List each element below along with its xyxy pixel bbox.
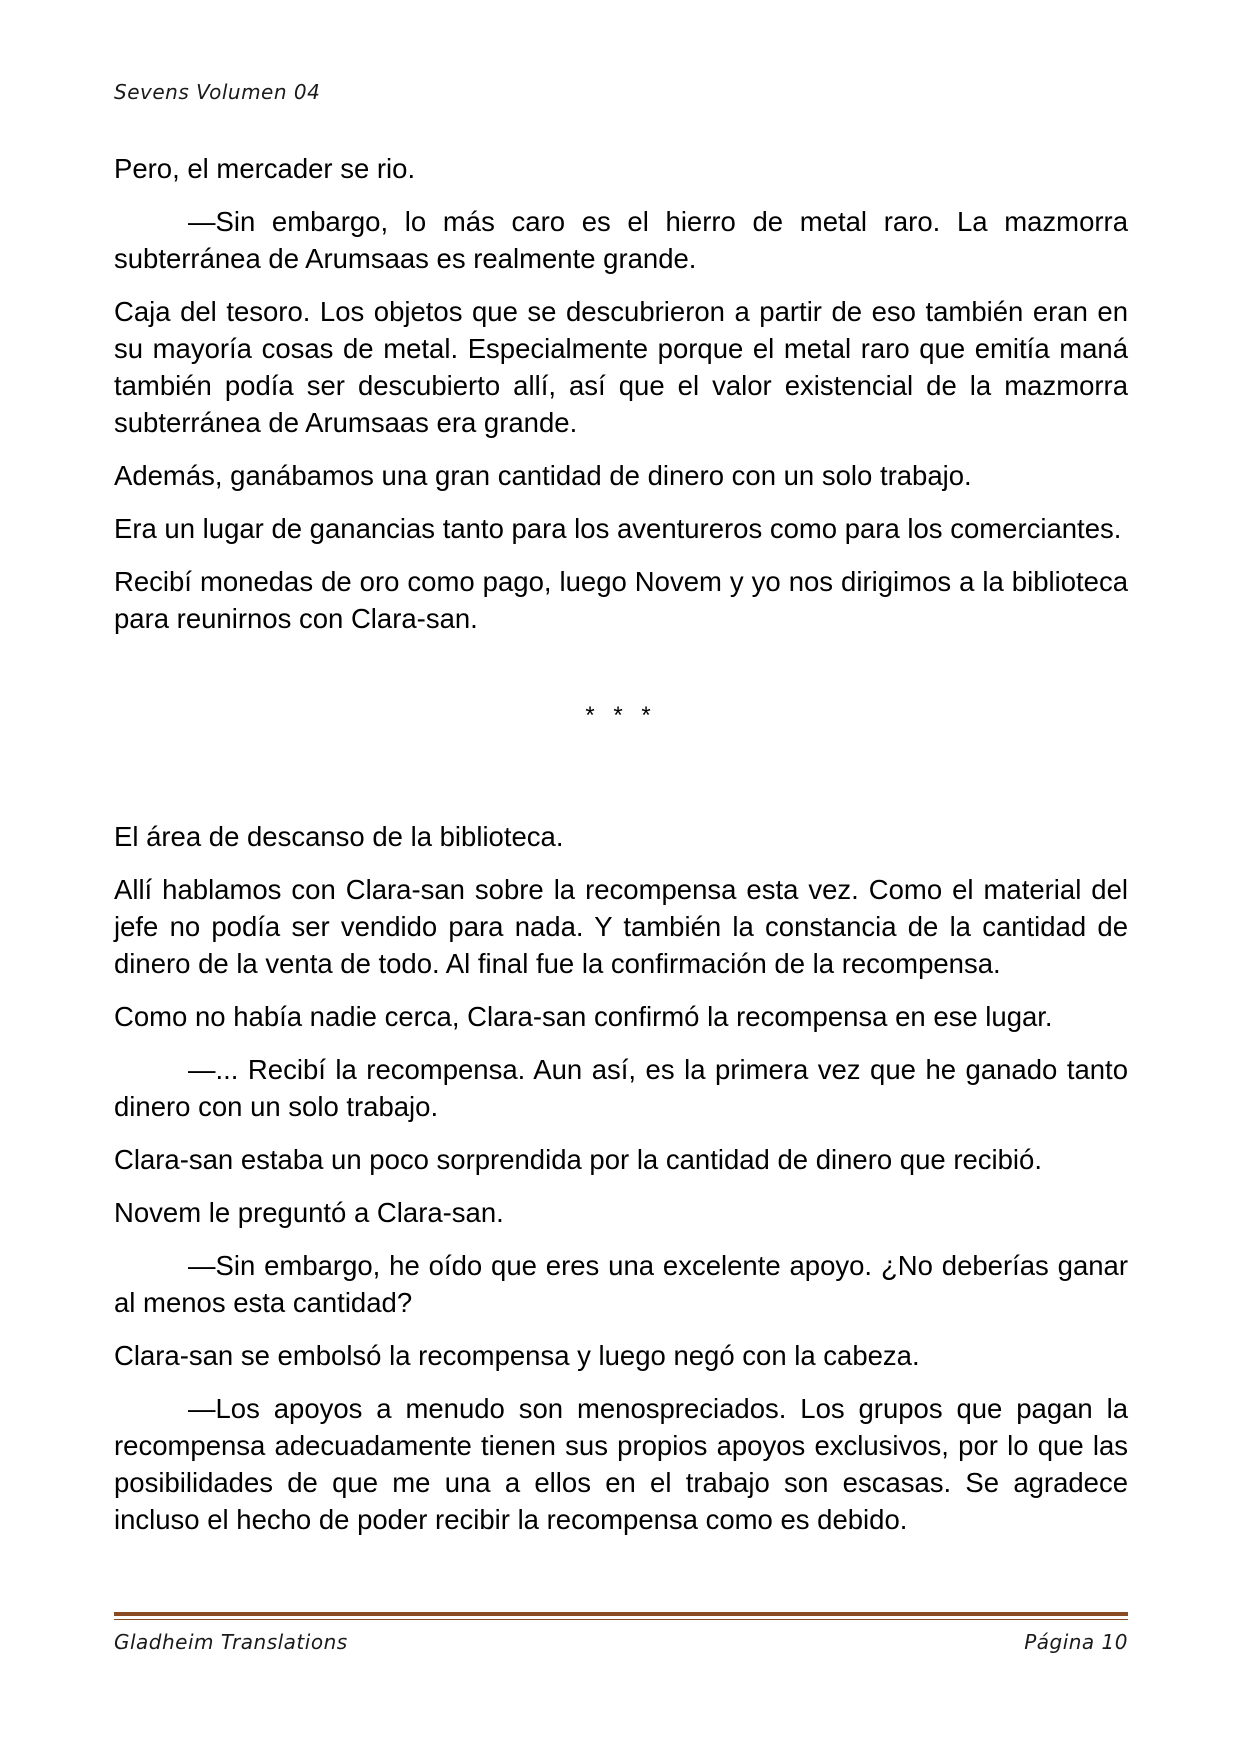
dialog-paragraph: —Sin embargo, he oído que eres una excelente apoyo. ¿No deberías ganar al menos esta cantidad? — [114, 1250, 1128, 1318]
footer-rule — [114, 1612, 1128, 1616]
running-header: Sevens Volumen 04 — [114, 80, 321, 104]
dialog-paragraph: —Los apoyos a menudo son menospreciados. Los grupos que pagan la recompensa adecuadamente tienen sus propios apoyos exclusivos, por lo que las posibilidades de que me una a ellos en el trabajo son escasas. Se agradece incluso el hecho de poder recibir la recompensa como es debido. — [114, 1393, 1128, 1535]
paragraph: Era un lugar de ganancias tanto para los aventureros como para los comerciantes. — [114, 513, 1122, 544]
paragraph: Clara-san estaba un poco sorprendida por la cantidad de dinero que recibió. — [114, 1144, 1042, 1175]
scene-separator: * * * — [585, 702, 657, 729]
paragraph: Clara-san se embolsó la recompensa y luego negó con la cabeza. — [114, 1340, 920, 1371]
paragraph: Novem le preguntó a Clara-san. — [114, 1197, 504, 1228]
paragraph: Allí hablamos con Clara-san sobre la recompensa esta vez. Como el material del jefe no podía ser vendido para nada. Y también la constancia de la cantidad de dinero de la venta de todo. Al final fue la confirmación de la recompensa. — [114, 874, 1128, 979]
body-text — [114, 150, 1128, 1554]
paragraph: El área de descanso de la biblioteca. — [114, 821, 564, 852]
paragraph: Como no había nadie cerca, Clara-san confirmó la recompensa en ese lugar. — [114, 1001, 1053, 1032]
paragraph: Además, ganábamos una gran cantidad de dinero con un solo trabajo. — [114, 460, 972, 491]
paragraph: Pero, el mercader se rio. — [114, 153, 416, 184]
dialog-paragraph: —... Recibí la recompensa. Aun así, es la primera vez que he ganado tanto dinero con un solo trabajo. — [114, 1054, 1128, 1122]
paragraph: Caja del tesoro. Los objetos que se descubrieron a partir de eso también eran en su mayoría cosas de metal. Especialmente porque el metal raro que emitía maná también podía ser descubierto allí, así que el valor existencial de la mazmorra subterránea de Arumsaas era grande. — [114, 296, 1128, 438]
footer-credit: Gladheim Translations — [114, 1630, 348, 1654]
page-number: Página 10 — [1024, 1630, 1128, 1654]
footer-rule-thin — [114, 1619, 1128, 1620]
dialog-paragraph: —Sin embargo, lo más caro es el hierro de metal raro. La mazmorra subterránea de Arumsaas es realmente grande. — [114, 206, 1128, 274]
paragraph: Recibí monedas de oro como pago, luego Novem y yo nos dirigimos a la biblioteca para reunirnos con Clara-san. — [114, 566, 1128, 634]
